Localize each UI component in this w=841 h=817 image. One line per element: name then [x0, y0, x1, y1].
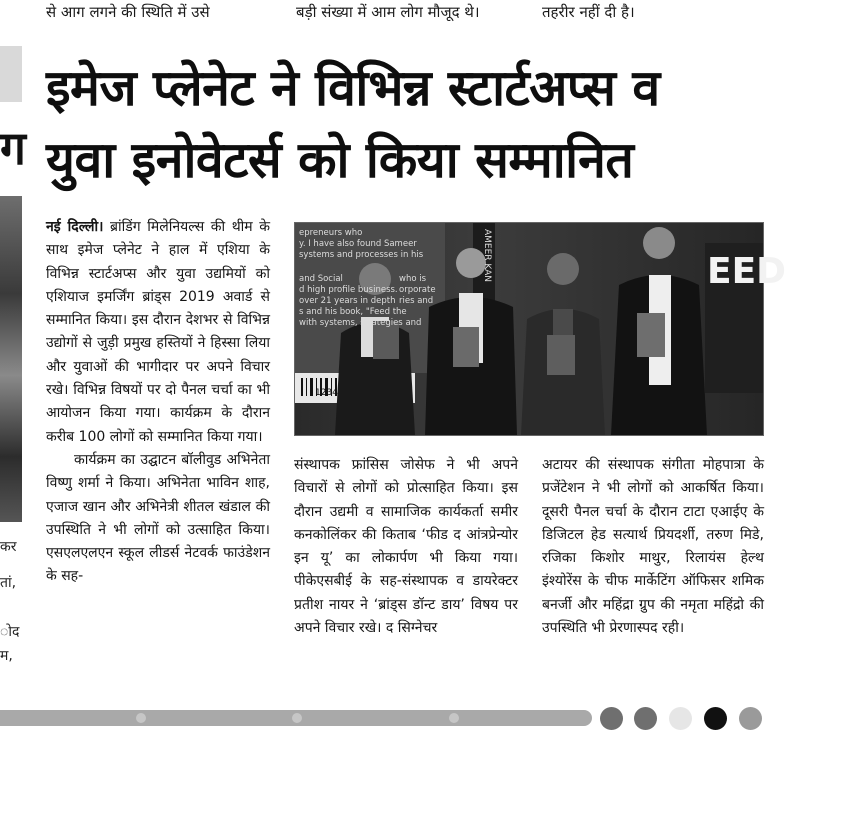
headline-line-2: युवा इनोवेटर्स को किया सम्मानित	[46, 131, 634, 189]
divider-dot	[136, 713, 146, 723]
left-strip-fragment: कर	[0, 539, 17, 555]
barcode-digits: 1234	[315, 388, 338, 398]
article-paragraph: संस्थापक फ्रांसिस जोसेफ ने भी अपने विचारों से लोगों को प्रोत्साहित किया। इस दौरान उद्यमी व सामाजिक कार्यकर्ता समीर कनकोलिंकर की किताब ‘फीड द आंत्रप्रेन्योर इन यू’ का लोकार्पण भी किया गया। पीकेएसबीई के सह-संस्थापक व डायरेक्टर प्रतीश नायर ने ‘ब्रांड्स डॉन्ट डाय’ विषय पर अपने विचार रखे। द सिग्नेचर	[294, 457, 518, 637]
backdrop-text: with systems, strategies and	[299, 318, 422, 328]
left-strip-fragment: ोद	[0, 624, 20, 640]
top-fragment-2: बड़ी संख्या में आम लोग मौजूद थे।	[296, 3, 480, 21]
decorative-dot	[739, 707, 762, 730]
article-column-1	[46, 216, 270, 589]
backdrop-text: who is	[399, 274, 427, 284]
decorative-dot	[704, 707, 727, 730]
decorative-dot	[634, 707, 657, 730]
article-paragraph: कार्यक्रम का उद्घाटन बॉलीवुड अभिनेता विष्णु शर्मा ने किया। अभिनेता भाविन शाह, एजाज खान और अभिनेत्री शीतल खंडाल की उपस्थिति ने भी लोगों को उत्साहित किया। एसएलएलएन स्कूल लीडर्स नेटवर्क फाउंडेशन के सह-	[46, 451, 270, 585]
dateline: नई दिल्ली।	[46, 219, 104, 235]
top-fragment-3: तहरीर नहीं दी है।	[542, 3, 635, 21]
left-strip-glyph: ग	[0, 121, 26, 175]
left-strip-fragment: तां,	[0, 575, 17, 591]
backdrop-text: over 21 years in depth	[299, 296, 396, 306]
article-column-2	[294, 454, 518, 640]
divider-dot	[449, 713, 459, 723]
decorative-dot	[669, 707, 692, 730]
left-strip-box	[0, 46, 22, 102]
backdrop-text: and Social	[299, 274, 343, 284]
top-fragment-1: से आग लगने की स्थिति में उसे	[46, 3, 210, 21]
backdrop-text: d high profile business.	[299, 285, 398, 295]
divider-dot	[292, 713, 302, 723]
event-photo	[294, 222, 787, 436]
article-paragraph: अटायर की संस्थापक संगीता मोहपात्रा के प्रजेंटेशन ने भी लोगों को आकर्षित किया। दूसरी पैनल चर्चा के दौरान टाटा एआईए के डिजिटल हेड सत्यार्थ प्रियदर्शी, तरुण मिडे, रजिका किशोर माथुर, रिलायंस हेल्थ इंश्योरेंस के चीफ मार्केटिंग ऑफिसर शमिक बनर्जी और महिंद्रा ग्रुप की नमृता महिंद्रो की उपस्थिति भी प्रेरणास्पद रही।	[542, 457, 764, 637]
decorative-dot	[600, 707, 623, 730]
backdrop-text: y. I have also found Sameer	[299, 239, 417, 249]
left-strip-fragment: म,	[0, 648, 13, 664]
article-column-3	[542, 454, 764, 640]
backdrop-text: ries and	[399, 296, 434, 306]
headline-line-1: इमेज प्लेनेट ने विभिन्न स्टार्टअप्स व	[46, 59, 660, 117]
backdrop-text: s and his book, "Feed the	[299, 307, 407, 317]
event-photo-illustration	[295, 223, 787, 435]
backdrop-text: epreneurs who	[299, 228, 363, 238]
left-strip-photo	[0, 196, 22, 522]
article-paragraph: ब्रांडिंग मिलेनियल्स की थीम के साथ इमेज प्लेनेट ने हाल में एशिया के विभिन्न स्टार्टअप्स और युवा उद्यमियों को एशियाज इमर्जिंग ब्रांड्स 2019 अवार्ड से सम्मानित किया। इस दौरान देशभर से विभिन्न उद्योगों से जुड़ी प्रमुख हस्तियों ने हिस्सा लिया और युवाओं की भागीदार पर अपने विचार रखे। विभिन्न विषयों पर दो पैनल चर्चा का भी आयोजन किया गया। कार्यक्रम के दौरान करीब 100 लोगों को सम्मानित किया गया।	[46, 219, 270, 445]
backdrop-text: orporate	[399, 285, 436, 295]
backdrop-text: systems and processes in his	[299, 250, 424, 260]
backdrop-vertical-text: AMEER KAN	[482, 229, 492, 283]
backdrop-large-text: EED	[707, 251, 787, 292]
